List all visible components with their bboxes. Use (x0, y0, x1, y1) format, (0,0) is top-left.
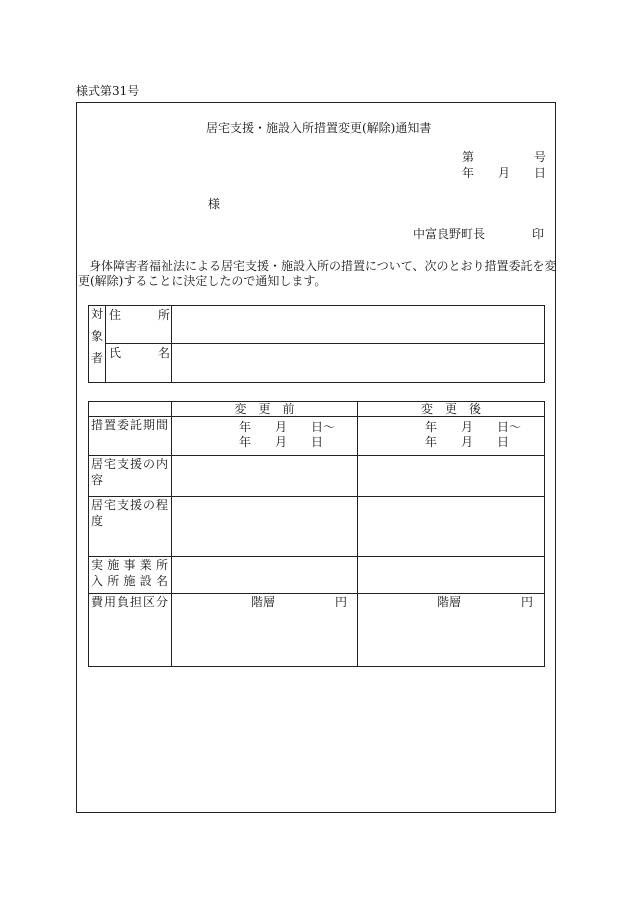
row-label-cell (89, 497, 172, 557)
period-before-cell (172, 417, 358, 456)
support-content-after (358, 456, 545, 497)
period-start-after: 年 月 日～ (425, 420, 522, 434)
issuer-name: 中富良野町長 (413, 227, 486, 241)
document-title: 居宅支援・施設入所措置変更(解除)通知書 (206, 121, 432, 135)
column-header-after: 変 更 後 (358, 402, 545, 417)
facility-after (358, 557, 545, 594)
row-label-cell (89, 456, 172, 497)
form-number-label: 様式第31号 (76, 84, 140, 98)
notice-number-line: 第 号 (462, 150, 547, 164)
column-header-before: 変 更 前 (172, 402, 358, 417)
cost-category-after-cell (358, 594, 545, 667)
cost-category-after: 階層 円 (437, 595, 534, 609)
period-start-before: 年 月 日～ (239, 420, 336, 434)
row-label-cell (89, 557, 172, 594)
subject-table (88, 305, 545, 383)
subject-group-label: 対象者 (91, 307, 104, 365)
change-table-corner (89, 402, 172, 417)
period-end-after: 年 月 日 (425, 435, 510, 449)
address-label: 住所 (109, 308, 170, 322)
row-label-support-level-cont: 度 (91, 514, 104, 528)
cost-category-before-cell (172, 594, 358, 667)
facility-before (172, 557, 358, 594)
paragraph-line: 身体障害者福祉法による居宅支援・施設入所の措置について、次のとおり措置委託を変 (89, 259, 557, 273)
period-after-cell (358, 417, 545, 456)
name-label-cell (106, 344, 172, 383)
support-level-before (172, 497, 358, 557)
name-label: 氏名 (109, 346, 170, 360)
row-label-provider: 実施事業所 (91, 558, 168, 572)
row-label-facility: 入所施設名 (91, 574, 168, 588)
row-label-cell (89, 417, 172, 456)
support-level-after (358, 497, 545, 557)
cost-category-before: 階層 円 (251, 595, 348, 609)
period-end-before: 年 月 日 (239, 435, 324, 449)
notice-date-line: 年 月 日 (462, 166, 547, 180)
support-content-before (172, 456, 358, 497)
row-label-cost-category: 費用負担区分 (91, 595, 168, 609)
row-label-cell (89, 594, 172, 667)
seal-mark: 印 (532, 227, 545, 241)
change-table (88, 401, 545, 667)
addressee-honorific: 様 (208, 197, 221, 211)
row-label-support-content: 居宅支援の内 (91, 457, 168, 471)
name-value (172, 344, 545, 383)
row-label-support-content-cont: 容 (91, 473, 104, 487)
address-label-cell (106, 306, 172, 344)
address-value (172, 306, 545, 344)
paragraph-line: 更(解除)することに決定したので通知します。 (78, 274, 327, 288)
row-label-period: 措置委託期間 (91, 418, 168, 432)
row-label-support-level: 居宅支援の程 (91, 498, 168, 512)
subject-group-cell (89, 306, 106, 383)
